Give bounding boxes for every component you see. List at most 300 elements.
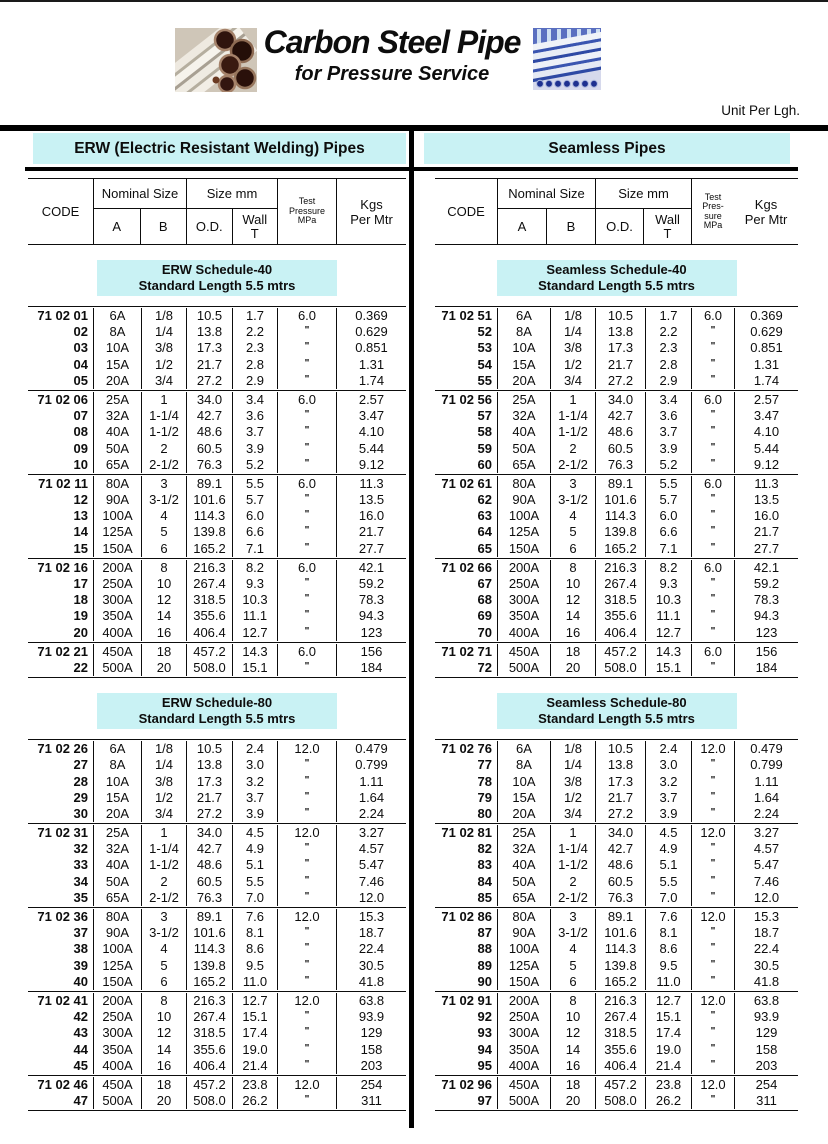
od-cell: 34.0 [186,392,232,408]
test-pressure-cell: 12.0 [277,909,336,925]
nominal-size-header: Nominal Size [498,179,595,209]
nominal-a-cell: 32A [93,841,141,857]
kgs-per-mtr-cell: 11.3 [734,476,798,492]
nominal-a-cell: 250A [497,576,550,592]
kgs-per-mtr-cell: 12.0 [336,890,406,906]
schedule-banner-line: ERW Schedule-40 [161,262,273,277]
nominal-b-cell: 6 [550,974,595,990]
wall-thickness-cell: 10.3 [232,592,277,608]
code-cell: 71 02 31 [37,825,88,841]
wall-thickness-cell: 6.6 [232,524,277,540]
wall-thickness-cell: 6.6 [645,524,691,540]
code-cell: 38 [73,941,88,957]
wall-thickness-cell: 12.7 [645,625,691,641]
table-row [435,757,798,773]
nominal-b-cell: 3 [141,909,186,925]
nominal-a-cell: 400A [93,625,141,641]
wall-thickness-cell: 1.7 [645,308,691,324]
wall-thickness-cell: 3.4 [232,392,277,408]
kgs-per-mtr-cell: 3.47 [336,408,406,424]
nominal-b-cell: 1/2 [141,790,186,806]
od-cell: 27.2 [595,373,645,389]
nominal-a-cell: 32A [497,408,550,424]
test-pressure-cell: " [691,958,734,974]
nominal-a-cell: 25A [93,392,141,408]
kgs-per-mtr-cell: 0.369 [336,308,406,324]
table-row [28,1077,406,1093]
wall-thickness-cell: 5.1 [645,857,691,873]
kgs-per-mtr-cell: 156 [336,644,406,660]
od-cell: 10.5 [186,308,232,324]
nominal-a-cell: 500A [93,1093,141,1109]
code-cell: 34 [73,873,88,889]
nominal-b-cell: 1 [141,825,186,841]
od-cell: 48.6 [186,424,232,440]
test-header-line: Pres- [702,201,724,211]
wall-thickness-cell: 6.0 [232,508,277,524]
table-row [28,373,406,389]
table-row [435,560,798,576]
kgs-per-mtr-cell: 42.1 [734,560,798,576]
wall-thickness-cell: 3.2 [232,774,277,790]
kgs-per-mtr-cell: 254 [336,1077,406,1093]
nominal-b-cell: 4 [550,941,595,957]
nominal-a-cell: 90A [497,492,550,508]
od-cell: 42.7 [186,408,232,424]
wall-thickness-cell: 26.2 [645,1093,691,1109]
wall-thickness-cell: 2.2 [645,324,691,340]
kgs-per-mtr-cell: 5.47 [734,857,798,873]
code-cell: 82 [477,841,492,857]
data-block [435,1075,798,1111]
test-header-line: Test [704,191,722,202]
nominal-b-cell: 5 [141,958,186,974]
kgs-per-mtr-cell: 0.479 [336,741,406,757]
test-pressure-cell: 6.0 [691,560,734,576]
code-cell: 08 [73,424,88,440]
code-cell: 70 [477,624,492,640]
table-row [435,357,798,373]
kgs-per-mtr-cell: 2.24 [336,806,406,822]
nominal-b-cell: 3/8 [550,774,595,790]
nominal-a-cell: 350A [497,1042,550,1058]
nominal-b-cell: 3-1/2 [550,925,595,941]
kgs-per-mtr-cell: 5.44 [336,441,406,457]
test-pressure-cell: " [277,660,336,676]
code-cell: 55 [477,372,492,388]
table-row [28,408,406,424]
kgs-per-mtr-cell: 129 [734,1025,798,1041]
od-cell: 406.4 [186,625,232,641]
nominal-b-cell: 2-1/2 [141,457,186,473]
test-pressure-cell: " [277,524,336,540]
size-mm-header: Size mm [187,179,277,209]
test-pressure-cell: " [277,625,336,641]
wall-thickness-cell: 11.1 [232,608,277,624]
test-header-line: MPa [703,220,723,230]
table-row [28,492,406,508]
test-header-line: Pressure [288,205,325,216]
od-cell: 60.5 [186,441,232,457]
table-row [28,1093,406,1109]
table-row [435,874,798,890]
wall-thickness-cell: 2.9 [645,373,691,389]
nominal-a-cell: 500A [93,660,141,676]
nominal-a-cell: 250A [497,1009,550,1025]
wall-thickness-cell: 17.4 [232,1025,277,1041]
nominal-b-cell: 16 [550,625,595,641]
table-row [435,1009,798,1025]
nominal-a-cell: 65A [93,890,141,906]
kgs-per-mtr-cell: 9.12 [734,457,798,473]
kgs-per-mtr-cell: 129 [336,1025,406,1041]
test-pressure-cell: 12.0 [277,1077,336,1093]
code-cell: 42 [73,1009,88,1025]
nominal-b-cell: 1-1/2 [550,857,595,873]
od-cell: 42.7 [595,841,645,857]
wall-thickness-cell: 5.2 [645,457,691,473]
table-row [435,1077,798,1093]
nominal-b-header: B [140,209,187,244]
code-cell: 47 [73,1093,88,1109]
kgs-per-mtr-cell: 21.7 [734,524,798,540]
nominal-b-header: B [546,209,595,244]
nominal-a-cell: 450A [93,644,141,660]
wall-t-label: T [663,225,672,241]
kgs-per-mtr-cell: 156 [734,644,798,660]
nominal-a-cell: 300A [93,592,141,608]
code-cell: 88 [477,941,492,957]
nominal-a-cell: 65A [497,457,550,473]
test-pressure-cell: " [277,974,336,990]
od-cell: 318.5 [595,592,645,608]
test-pressure-cell: " [277,541,336,557]
kgs-per-mtr-cell: 5.44 [734,441,798,457]
size-mm-group [186,179,277,244]
nominal-a-cell: 40A [497,857,550,873]
od-cell: 89.1 [186,476,232,492]
test-pressure-cell: " [277,357,336,373]
code-cell: 60 [477,456,492,472]
code-cell: 22 [73,659,88,675]
test-pressure-cell: " [277,1009,336,1025]
code-cell: 71 02 36 [37,909,88,924]
code-cell: 72 [477,659,492,675]
nominal-b-cell: 10 [141,1009,186,1025]
kgs-per-mtr-cell: 0.629 [336,324,406,340]
table-row [435,774,798,790]
nominal-a-cell: 100A [497,508,550,524]
code-cell: 79 [477,789,492,805]
table-row [28,441,406,457]
od-cell: 10.5 [595,741,645,757]
nominal-b-cell: 18 [550,644,595,660]
od-cell: 34.0 [186,825,232,841]
wall-label: Wall [242,211,268,227]
nominal-a-cell: 100A [497,941,550,957]
table-row [28,874,406,890]
od-cell: 457.2 [595,644,645,660]
wall-thickness-cell: 2.2 [232,324,277,340]
wall-thickness-cell: 19.0 [232,1042,277,1058]
table-row [28,841,406,857]
kgs-per-mtr-cell: 1.31 [734,357,798,373]
data-block [28,823,406,907]
nominal-a-cell: 8A [497,757,550,773]
code-cell: 57 [477,408,492,424]
table-row [28,476,406,492]
nominal-a-cell: 450A [497,1077,550,1093]
nominal-a-cell: 90A [497,925,550,941]
wall-thickness-cell: 14.3 [232,644,277,660]
wall-thickness-cell: 12.7 [232,625,277,641]
page-subtitle: for Pressure Service [294,63,490,85]
test-pressure-cell: " [691,357,734,373]
wall-thickness-cell: 5.5 [645,476,691,492]
od-cell: 34.0 [595,392,645,408]
nominal-b-cell: 1 [550,392,595,408]
od-cell: 318.5 [186,592,232,608]
page-title: Carbon Steel Pipe [263,24,521,60]
nominal-b-cell: 2-1/2 [141,890,186,906]
wall-thickness-cell: 2.8 [645,357,691,373]
nominal-a-cell: 200A [93,560,141,576]
wall-thickness-cell: 7.6 [232,909,277,925]
code-cell: 77 [477,757,492,773]
code-cell: 43 [73,1025,88,1041]
nominal-a-cell: 300A [497,592,550,608]
nominal-b-cell: 1/8 [550,308,595,324]
nominal-b-cell: 1/2 [141,357,186,373]
test-pressure-cell: " [691,408,734,424]
seamless-title-banner: Seamless Pipes [424,133,790,164]
nominal-b-cell: 14 [141,608,186,624]
code-cell: 92 [477,1009,492,1025]
nominal-b-cell: 3/8 [141,774,186,790]
kgs-per-mtr-cell: 0.369 [734,308,798,324]
wall-thickness-cell: 3.7 [232,790,277,806]
nominal-a-cell: 400A [497,625,550,641]
wall-thickness-cell: 3.7 [645,424,691,440]
od-cell: 17.3 [595,340,645,356]
nominal-b-cell: 1/8 [141,741,186,757]
test-pressure-cell: 12.0 [691,909,734,925]
nominal-a-cell: 80A [497,909,550,925]
wall-thickness-cell: 8.6 [645,941,691,957]
nominal-b-cell: 2-1/2 [550,890,595,906]
wall-thickness-cell: 7.0 [645,890,691,906]
wall-thickness-cell: 23.8 [232,1077,277,1093]
nominal-a-cell: 6A [93,741,141,757]
test-pressure-cell: " [277,340,336,356]
test-pressure-cell: " [691,340,734,356]
od-cell: 101.6 [595,925,645,941]
nominal-a-cell: 200A [497,560,550,576]
table-row [435,476,798,492]
od-cell: 508.0 [186,660,232,676]
code-cell: 64 [477,524,492,540]
seamless-table-panel [435,178,798,1111]
kgs-per-mtr-cell: 63.8 [336,993,406,1009]
nominal-a-cell: 8A [497,324,550,340]
test-pressure-cell: " [691,324,734,340]
nominal-a-cell: 150A [497,974,550,990]
code-cell: 54 [477,356,492,372]
table-row [28,825,406,841]
wall-thickness-cell: 2.3 [232,340,277,356]
nominal-a-cell: 25A [93,825,141,841]
top-rule [0,125,828,131]
nominal-a-cell: 500A [497,1093,550,1109]
table-row [28,592,406,608]
test-pressure-cell: " [691,373,734,389]
code-cell: 32 [73,841,88,857]
nominal-b-cell: 20 [141,660,186,676]
nominal-a-cell: 400A [93,1058,141,1074]
table-row [28,508,406,524]
nominal-b-cell: 1-1/4 [141,408,186,424]
wall-thickness-cell: 3.7 [645,790,691,806]
od-cell: 60.5 [595,441,645,457]
code-cell: 68 [477,592,492,608]
nominal-a-cell: 350A [497,608,550,624]
od-cell: 27.2 [186,373,232,389]
schedule-banner [97,693,337,729]
erw-table-panel [28,178,406,1111]
kgs-per-mtr-cell: 123 [734,625,798,641]
nominal-a-cell: 65A [93,457,141,473]
code-cell: 71 02 26 [37,741,88,757]
od-cell: 165.2 [186,974,232,990]
nominal-a-cell: 10A [497,340,550,356]
table-row [435,909,798,925]
od-cell: 42.7 [595,408,645,424]
nominal-b-cell: 10 [141,576,186,592]
test-pressure-cell: " [691,1025,734,1041]
nominal-b-cell: 14 [141,1042,186,1058]
kgs-per-mtr-cell: 41.8 [734,974,798,990]
code-cell: 69 [477,608,492,624]
code-cell: 71 02 46 [37,1076,88,1092]
test-pressure-cell: " [691,757,734,773]
wall-thickness-cell: 2.4 [645,741,691,757]
code-cell: 85 [477,889,492,905]
test-pressure-cell: " [277,508,336,524]
table-row [435,392,798,408]
kgs-per-mtr-cell: 5.47 [336,857,406,873]
test-pressure-cell: 12.0 [277,993,336,1009]
blue-pipes-photo [533,28,601,90]
od-cell: 76.3 [186,890,232,906]
wall-thickness-cell: 6.0 [645,508,691,524]
code-cell: 02 [73,324,88,340]
table-row [435,608,798,624]
kgs-per-mtr-cell: 158 [734,1042,798,1058]
od-cell: 13.8 [186,324,232,340]
wall-thickness-cell: 3.4 [645,392,691,408]
nominal-b-cell: 1/4 [550,757,595,773]
code-cell: 71 02 51 [441,308,492,323]
nominal-b-cell: 3/4 [550,806,595,822]
table-row [28,340,406,356]
page-top-edge [0,0,828,2]
table-row [435,1042,798,1058]
nominal-b-cell: 10 [550,576,595,592]
table-row [435,625,798,641]
kgs-per-mtr-cell: 78.3 [734,592,798,608]
table-row [28,941,406,957]
od-cell: 101.6 [186,492,232,508]
code-cell: 29 [73,789,88,805]
code-cell: 93 [477,1025,492,1041]
test-pressure-cell: " [691,890,734,906]
test-pressure-cell: 6.0 [277,392,336,408]
od-cell: 406.4 [595,1058,645,1074]
test-pressure-cell: " [691,1009,734,1025]
wall-thickness-cell: 2.8 [232,357,277,373]
od-cell: 216.3 [595,993,645,1009]
od-cell: 355.6 [595,608,645,624]
data-block [28,991,406,1075]
erw-sections [28,260,406,1111]
nominal-size-group [497,179,595,244]
table-row [28,324,406,340]
test-pressure-cell: 12.0 [691,993,734,1009]
code-cell: 13 [73,508,88,524]
code-cell: 71 02 06 [37,391,88,407]
erw-title-banner: ERW (Electric Resistant Welding) Pipes [33,133,406,164]
od-cell: 48.6 [595,857,645,873]
kgs-per-mtr-cell: 1.74 [734,373,798,389]
code-cell: 89 [477,957,492,973]
table-row [435,592,798,608]
nominal-b-cell: 3/4 [141,373,186,389]
nominal-b-cell: 3/4 [141,806,186,822]
test-pressure-cell: 6.0 [691,392,734,408]
code-column-header: CODE [41,204,80,219]
code-cell: 40 [73,973,88,989]
kgs-per-mtr-cell: 41.8 [336,974,406,990]
wall-t-header [643,209,691,244]
wall-t-header [232,209,278,244]
nominal-b-cell: 16 [141,1058,186,1074]
test-pressure-cell: " [277,373,336,389]
table-row [435,492,798,508]
nominal-b-cell: 10 [550,1009,595,1025]
data-block [28,642,406,678]
nominal-b-cell: 1 [550,825,595,841]
code-cell: 44 [73,1041,88,1057]
code-cell: 17 [73,576,88,591]
nominal-b-cell: 3 [550,476,595,492]
test-pressure-header [691,179,734,244]
table-row [28,1009,406,1025]
od-cell: 508.0 [595,660,645,676]
test-pressure-cell: " [277,492,336,508]
test-pressure-cell: " [691,925,734,941]
table-row [435,457,798,473]
wall-thickness-cell: 21.4 [232,1058,277,1074]
code-cell: 27 [73,757,88,773]
data-block [435,306,798,390]
test-pressure-header [277,179,336,244]
wall-thickness-cell: 4.5 [232,825,277,841]
test-pressure-cell: " [277,925,336,941]
kgs-per-mtr-cell: 21.7 [336,524,406,540]
size-mm-header: Size mm [596,179,691,209]
kgs-per-mtr-cell: 93.9 [336,1009,406,1025]
nominal-b-cell: 12 [141,592,186,608]
